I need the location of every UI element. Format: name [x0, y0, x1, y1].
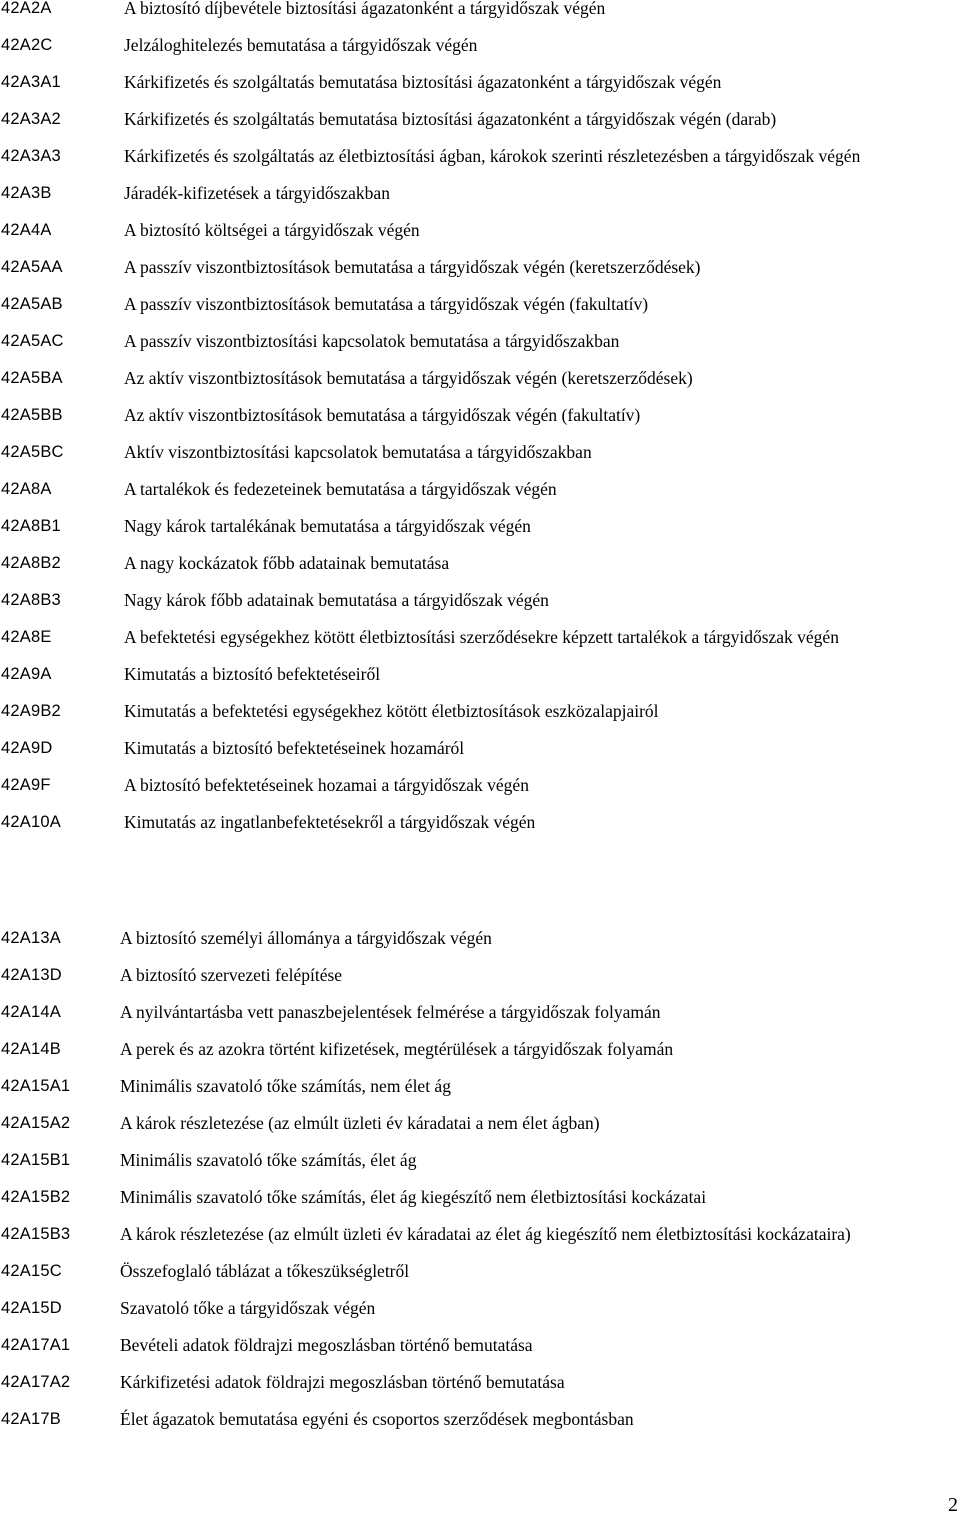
list-item [0, 0, 960, 20]
list-item [0, 404, 960, 427]
report-code: 42A5BB [1, 406, 63, 424]
report-code: 42A13D [1, 966, 62, 984]
report-code: 42A17A1 [1, 1336, 71, 1354]
report-description: A nagy kockázatok főbb adatainak bemutatása [124, 553, 450, 573]
list-item [0, 774, 960, 797]
page-number: 2 [948, 1494, 958, 1516]
report-code: 42A9F [1, 776, 51, 794]
report-code: 42A15B1 [1, 1151, 71, 1169]
report-description: A biztosító költségei a tárgyidőszak végén [124, 220, 420, 240]
report-description: Kimutatás a biztosító befektetéseiről [124, 664, 381, 684]
report-description: A nyilvántartásba vett panaszbejelentések felmérése a tárgyidőszak folyamán [120, 1002, 661, 1022]
list-item [0, 330, 960, 353]
list-item [0, 737, 960, 760]
report-code: 42A17B [1, 1410, 61, 1428]
report-code-list-2 [0, 927, 960, 1445]
report-description: Kárkifizetés és szolgáltatás az életbiztosítási ágban, károkok szerinti részletezésben a tárgyidőszak végén [124, 146, 861, 166]
report-code: 42A3A2 [1, 110, 61, 128]
report-description: Élet ágazatok bemutatása egyéni és csoportos szerződések megbontásban [120, 1409, 634, 1429]
report-description: A biztosító személyi állománya a tárgyidőszak végén [120, 928, 492, 948]
list-item [0, 1112, 960, 1135]
report-description: A biztosító díjbevétele biztosítási ágazatonként a tárgyidőszak végén [124, 0, 606, 18]
report-description: A károk részletezése (az elmúlt üzleti év káradatai az élet ág kiegészítő nem életbiztosítási kockázataira) [120, 1224, 851, 1244]
report-code: 42A8B1 [1, 517, 61, 535]
report-description: A befektetési egységekhez kötött életbiztosítási szerződésekre képzett tartalékok a tárgyidőszak végén [124, 627, 839, 647]
report-code: 42A2C [1, 36, 53, 54]
report-code: 42A15A2 [1, 1114, 71, 1132]
report-description: Az aktív viszontbiztosítások bemutatása a tárgyidőszak végén (keretszerződések) [124, 368, 693, 388]
report-code: 42A3A3 [1, 147, 61, 165]
list-item [0, 700, 960, 723]
list-item [0, 367, 960, 390]
report-code: 42A5AB [1, 295, 63, 313]
report-description: Kárkifizetés és szolgáltatás bemutatása biztosítási ágazatonként a tárgyidőszak végén (darab) [124, 109, 777, 129]
report-description: Járadék-kifizetések a tárgyidőszakban [124, 183, 390, 203]
report-code: 42A10A [1, 813, 61, 831]
report-code: 42A8E [1, 628, 52, 646]
report-code: 42A5BA [1, 369, 63, 387]
report-description: Bevételi adatok földrajzi megoszlásban történő bemutatása [120, 1335, 533, 1355]
report-description: Kárkifizetés és szolgáltatás bemutatása biztosítási ágazatonként a tárgyidőszak végén [124, 72, 722, 92]
report-description: A passzív viszontbiztosítások bemutatása a tárgyidőszak végén (keretszerződések) [124, 257, 701, 277]
report-code: 42A8B3 [1, 591, 61, 609]
list-item [0, 927, 960, 950]
report-code: 42A9B2 [1, 702, 61, 720]
list-item [0, 552, 960, 575]
report-description: Nagy károk tartalékának bemutatása a tárgyidőszak végén [124, 516, 531, 536]
list-item [0, 1223, 960, 1246]
report-description: Aktív viszontbiztosítási kapcsolatok bemutatása a tárgyidőszakban [124, 442, 592, 462]
report-code: 42A15C [1, 1262, 62, 1280]
list-item [0, 811, 960, 834]
report-code: 42A15A1 [1, 1077, 71, 1095]
report-code: 42A3B [1, 184, 52, 202]
report-code: 42A15B2 [1, 1188, 71, 1206]
list-item [0, 515, 960, 538]
report-code: 42A14A [1, 1003, 61, 1021]
report-description: Kimutatás az ingatlanbefektetésekről a tárgyidőszak végén [124, 812, 536, 832]
list-item [0, 589, 960, 612]
report-description: Az aktív viszontbiztosítások bemutatása a tárgyidőszak végén (fakultatív) [124, 405, 641, 425]
list-item [0, 478, 960, 501]
list-item [0, 1371, 960, 1394]
report-code: 42A15B3 [1, 1225, 71, 1243]
report-code: 42A9A [1, 665, 52, 683]
report-description: Kárkifizetési adatok földrajzi megoszlásban történő bemutatása [120, 1372, 565, 1392]
report-description: Nagy károk főbb adatainak bemutatása a tárgyidőszak végén [124, 590, 549, 610]
report-description: A perek és az azokra történt kifizetések, megtérülések a tárgyidőszak folyamán [120, 1039, 674, 1059]
list-item [0, 219, 960, 242]
report-code: 42A14B [1, 1040, 61, 1058]
report-code: 42A9D [1, 739, 53, 757]
report-description: Minimális szavatoló tőke számítás, élet ág kiegészítő nem életbiztosítási kockázatai [120, 1187, 707, 1207]
report-description: Kimutatás a biztosító befektetéseinek hozamáról [124, 738, 465, 758]
list-item [0, 1001, 960, 1024]
report-description: Minimális szavatoló tőke számítás, élet ág [120, 1150, 417, 1170]
list-item [0, 1038, 960, 1061]
list-item [0, 1260, 960, 1283]
report-code: 42A8A [1, 480, 52, 498]
report-description: A passzív viszontbiztosítási kapcsolatok bemutatása a tárgyidőszakban [124, 331, 620, 351]
list-item [0, 1334, 960, 1357]
report-description: Kimutatás a befektetési egységekhez kötött életbiztosítások eszközalapjairól [124, 701, 659, 721]
report-description: A tartalékok és fedezeteinek bemutatása a tárgyidőszak végén [124, 479, 557, 499]
list-item [0, 663, 960, 686]
list-item [0, 1297, 960, 1320]
report-code: 42A3A1 [1, 73, 61, 91]
report-code: 42A17A2 [1, 1373, 71, 1391]
list-item [0, 1186, 960, 1209]
report-code: 42A5AC [1, 332, 64, 350]
report-description: A biztosító befektetéseinek hozamai a tárgyidőszak végén [124, 775, 529, 795]
list-item [0, 34, 960, 57]
report-code: 42A5BC [1, 443, 64, 461]
report-code: 42A5AA [1, 258, 63, 276]
report-description: Szavatoló tőke a tárgyidőszak végén [120, 1298, 376, 1318]
report-code: 42A8B2 [1, 554, 61, 572]
report-code: 42A2A [1, 0, 52, 17]
list-item [0, 293, 960, 316]
list-item [0, 256, 960, 279]
report-description: A károk részletezése (az elmúlt üzleti év káradatai a nem élet ágban) [120, 1113, 600, 1133]
report-code: 42A15D [1, 1299, 62, 1317]
list-item [0, 108, 960, 131]
list-item [0, 145, 960, 168]
list-item [0, 1075, 960, 1098]
list-item [0, 1408, 960, 1431]
report-code: 42A4A [1, 221, 52, 239]
list-item [0, 626, 960, 649]
report-description: Összefoglaló táblázat a tőkeszükségletről [120, 1261, 410, 1281]
report-description: Minimális szavatoló tőke számítás, nem élet ág [120, 1076, 451, 1096]
list-item [0, 441, 960, 464]
list-item [0, 182, 960, 205]
report-description: A biztosító szervezeti felépítése [120, 965, 343, 985]
report-description: Jelzáloghitelezés bemutatása a tárgyidőszak végén [124, 35, 478, 55]
list-item [0, 71, 960, 94]
list-item [0, 964, 960, 987]
report-description: A passzív viszontbiztosítások bemutatása a tárgyidőszak végén (fakultatív) [124, 294, 649, 314]
list-item [0, 1149, 960, 1172]
report-code: 42A13A [1, 929, 61, 947]
